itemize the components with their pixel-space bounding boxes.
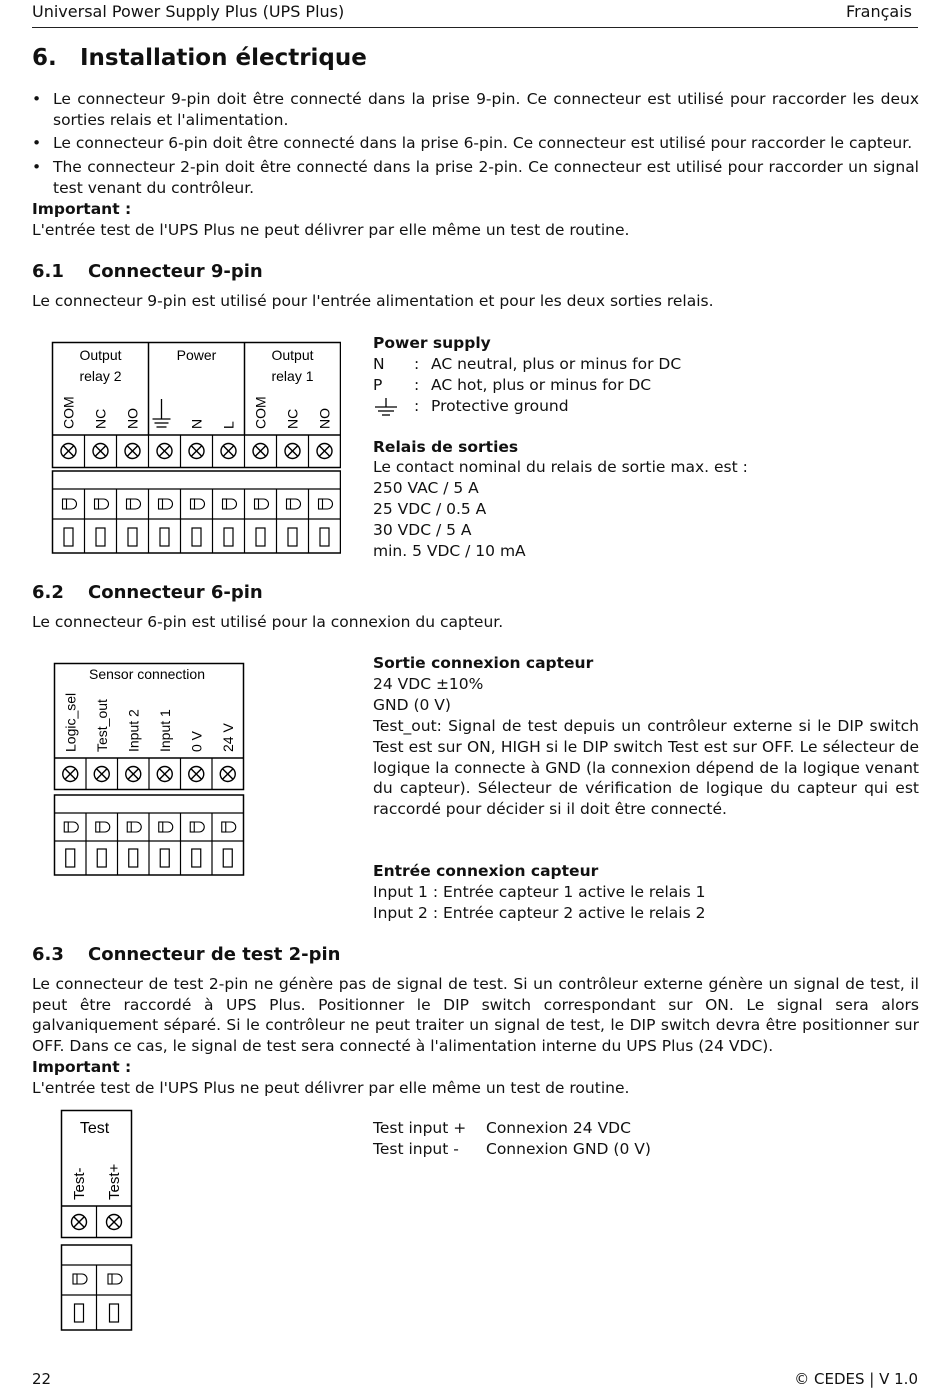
pin-label: N [188,418,205,429]
pin-socket-icon [288,528,297,546]
power-row-key: N [373,354,385,373]
terminal-screw-icon [63,767,78,782]
terminal-screw-icon [157,767,172,782]
group-label: Power [176,347,217,363]
wire-entry-icon [191,499,205,509]
wire-entry-icon [63,499,77,509]
pin-socket-icon [110,1304,119,1322]
relais-line: 30 VDC / 5 A [373,521,472,540]
important-text: L'entrée test de l'UPS Plus ne peut délivrer par elle même un test de routine. [32,1078,630,1097]
terminal-screw-icon [317,444,332,459]
pin-label: NC [284,408,301,429]
diagram-title: Test [79,1120,110,1137]
pin-socket-icon [223,849,232,867]
terminal-screw-icon [157,444,172,459]
entree-line: Input 1 : Entrée capteur 1 active le relais 1 [373,883,706,902]
relais-line: min. 5 VDC / 10 mA [373,542,526,561]
power-row-text: Protective ground [431,396,569,415]
wire-entry-icon [255,499,269,509]
power-row [373,375,919,396]
entree-line: Input 2 : Entrée capteur 2 active le relais 2 [373,904,706,923]
terminal-screw-icon [61,444,76,459]
pin-label: L [220,421,237,429]
section-heading [32,45,367,71]
wire-entry-icon [73,1274,87,1284]
wire-entry-icon [159,822,173,832]
running-header-language: Français [846,2,912,21]
pin-label: 24 V [219,723,236,752]
test-input-value: Connexion 24 VDC [486,1119,631,1137]
ground-icon [373,397,401,417]
pin-label: Logic_sel [62,692,79,752]
entree-title: Entrée connexion capteur [373,862,599,881]
wire-entry-icon [287,499,301,509]
relais-line: 250 VAC / 5 A [373,479,479,498]
group-label: Output [271,347,314,363]
terminal-screw-icon [125,444,140,459]
pin-label: Input 2 [125,709,142,752]
subsection-intro: Le connecteur 6-pin est utilisé pour la connexion du capteur. [32,613,504,631]
power-row-key: P [373,375,383,394]
list-item: • The connecteur 2-pin doit être connecté dans la prise 2-pin. Ce connecteur est utilisé pour raccorder un signal test venant du contrôleur. [32,157,919,198]
sortie-line: 24 VDC ±10% [373,674,484,693]
wire-entry-icon [95,499,109,509]
relais-line: 25 VDC / 0.5 A [373,500,487,519]
test-input-label: Test input + [373,1119,467,1137]
power-row-separator: : [414,354,420,373]
terminal-screw-icon [285,444,300,459]
wire-entry-icon [159,499,173,509]
power-row [373,354,919,375]
pin-label: NO [316,408,333,429]
pin-socket-icon [129,849,138,867]
pin-label: NO [124,408,141,429]
section-title: Installation électrique [80,45,367,71]
pin-socket-icon [224,528,233,546]
sensor-connection-legend [373,653,919,924]
subsection-title: Connecteur de test 2-pin [88,944,341,965]
pin-socket-icon [128,528,137,546]
terminal-screw-icon [220,767,235,782]
terminal-screw-icon [93,444,108,459]
pin-label: Test_out [93,699,110,752]
pin-label: Test- [71,1167,88,1200]
header-divider [32,27,918,28]
power-row-separator: : [414,375,420,394]
power-row-separator: : [414,396,420,415]
ground-icon [153,399,171,427]
list-item: • Le connecteur 6-pin doit être connecté dans la prise 6-pin. Ce connecteur est utilisé pour raccorder le capteur. [32,133,919,154]
important-note [32,199,919,240]
page-number: 22 [32,1370,52,1388]
terminal-screw-icon [221,444,236,459]
wire-entry-icon [127,822,141,832]
subsection-number: 6.1 [32,261,64,282]
important-text: L'entrée test de l'UPS Plus ne peut délivrer par elle même un test de routine. [32,220,630,239]
subsection-intro: Le connecteur 9-pin est utilisé pour l'entrée alimentation et pour les deux sorties relais. [32,292,714,310]
important-label: Important : [32,200,132,218]
terminal-screw-icon [253,444,268,459]
test-input-value: Connexion GND (0 V) [486,1139,651,1158]
important-label: Important : [32,1058,132,1076]
subsection-heading-6-2 [32,582,263,603]
sortie-line: GND (0 V) [373,695,451,714]
terminal-screw-icon [72,1215,87,1230]
pin-socket-icon [160,849,169,867]
subsection-number: 6.2 [32,582,64,603]
pin-socket-icon [192,528,201,546]
terminal-screw-icon [126,767,141,782]
pin-socket-icon [160,528,169,546]
terminal-screw-icon [94,767,109,782]
wire-entry-icon [127,499,141,509]
test-input-row [373,1118,773,1139]
test-connector-paragraph: Le connecteur de test 2-pin ne génère pas de signal de test. Si un contrôleur externe génère un signal de test, il peut être raccordé à UPS Plus. Positionner le DIP switch correspondant sur ON. Le signal sera alors galvaniquement séparé. Si le contrôleur ne peut traiter un signal de test, le DIP switch devra être positionner sur OFF. Dans ce cas, le signal de test sera connecté à l'alimentation interne du UPS Plus (24 VDC). [32,975,919,1056]
footer-copyright: © CEDES | V 1.0 [794,1370,918,1388]
group-label: relay 2 [79,368,122,384]
sortie-paragraph: Test_out: Signal de test depuis un contrôleur externe si le DIP switch Test est sur ON, HIGH si le DIP switch Test est sur OFF. Le sélecteur de logique la connecte à GND (la connexion dépend de la logique venant du capteur). Sélecteur de vérification de logique du capteur qui est raccordé pour décider si il doit être connecté. [373,716,919,819]
power-row-text: AC hot, plus or minus for DC [431,375,652,394]
pin-socket-icon [75,1304,84,1322]
power-row-text: AC neutral, plus or minus for DC [431,354,682,373]
subsection-title: Connecteur 9-pin [88,261,263,282]
sortie-title: Sortie connexion capteur [373,654,594,672]
relais-line: Le contact nominal du relais de sortie max. est : [373,458,748,477]
terminal-screw-icon [107,1215,122,1230]
connector-bullet-list [32,89,919,199]
pin-label: COM [60,396,77,429]
two-pin-connector-diagram [60,1109,136,1333]
wire-entry-icon [223,499,237,509]
important-note [32,1057,919,1098]
test-input-label: Test input - [373,1139,459,1158]
wire-entry-icon [96,822,110,832]
pin-socket-icon [192,849,201,867]
power-supply-legend [373,333,919,562]
power-row [373,396,919,417]
subsection-title: Connecteur 6-pin [88,582,263,603]
subsection-heading-6-1 [32,261,263,282]
pin-label: NC [92,408,109,429]
relais-title: Relais de sorties [373,437,519,456]
pin-socket-icon [320,528,329,546]
group-label: Output [79,347,122,363]
test-input-row [373,1139,773,1160]
pin-label: Test+ [106,1163,123,1200]
pin-socket-icon [97,849,106,867]
wire-entry-icon [319,499,333,509]
wire-entry-icon [222,822,236,832]
nine-pin-connector-diagram [51,341,341,556]
terminal-screw-icon [189,767,204,782]
subsection-number: 6.3 [32,944,64,965]
pin-socket-icon [64,528,73,546]
pin-label: COM [252,396,269,429]
pin-socket-icon [96,528,105,546]
pin-label: 0 V [188,730,205,752]
test-input-table [373,1118,773,1160]
power-supply-title: Power supply [373,334,491,352]
wire-entry-icon [64,822,78,832]
wire-entry-icon [190,822,204,832]
subsection-heading-6-3 [32,944,340,965]
section-number: 6. [32,45,57,71]
six-pin-connector-diagram [53,662,247,878]
terminal-screw-icon [189,444,204,459]
pin-label: Input 1 [156,709,173,752]
wire-entry-icon [108,1274,122,1284]
list-item: • Le connecteur 9-pin doit être connecté dans la prise 9-pin. Ce connecteur est utilisé pour raccorder les deux sorties relais et l'alimentation. [32,89,919,130]
group-label: relay 1 [271,368,314,384]
pin-socket-icon [256,528,265,546]
diagram-title: Sensor connection [89,666,205,682]
pin-socket-icon [66,849,75,867]
running-header-title: Universal Power Supply Plus (UPS Plus) [32,2,345,21]
